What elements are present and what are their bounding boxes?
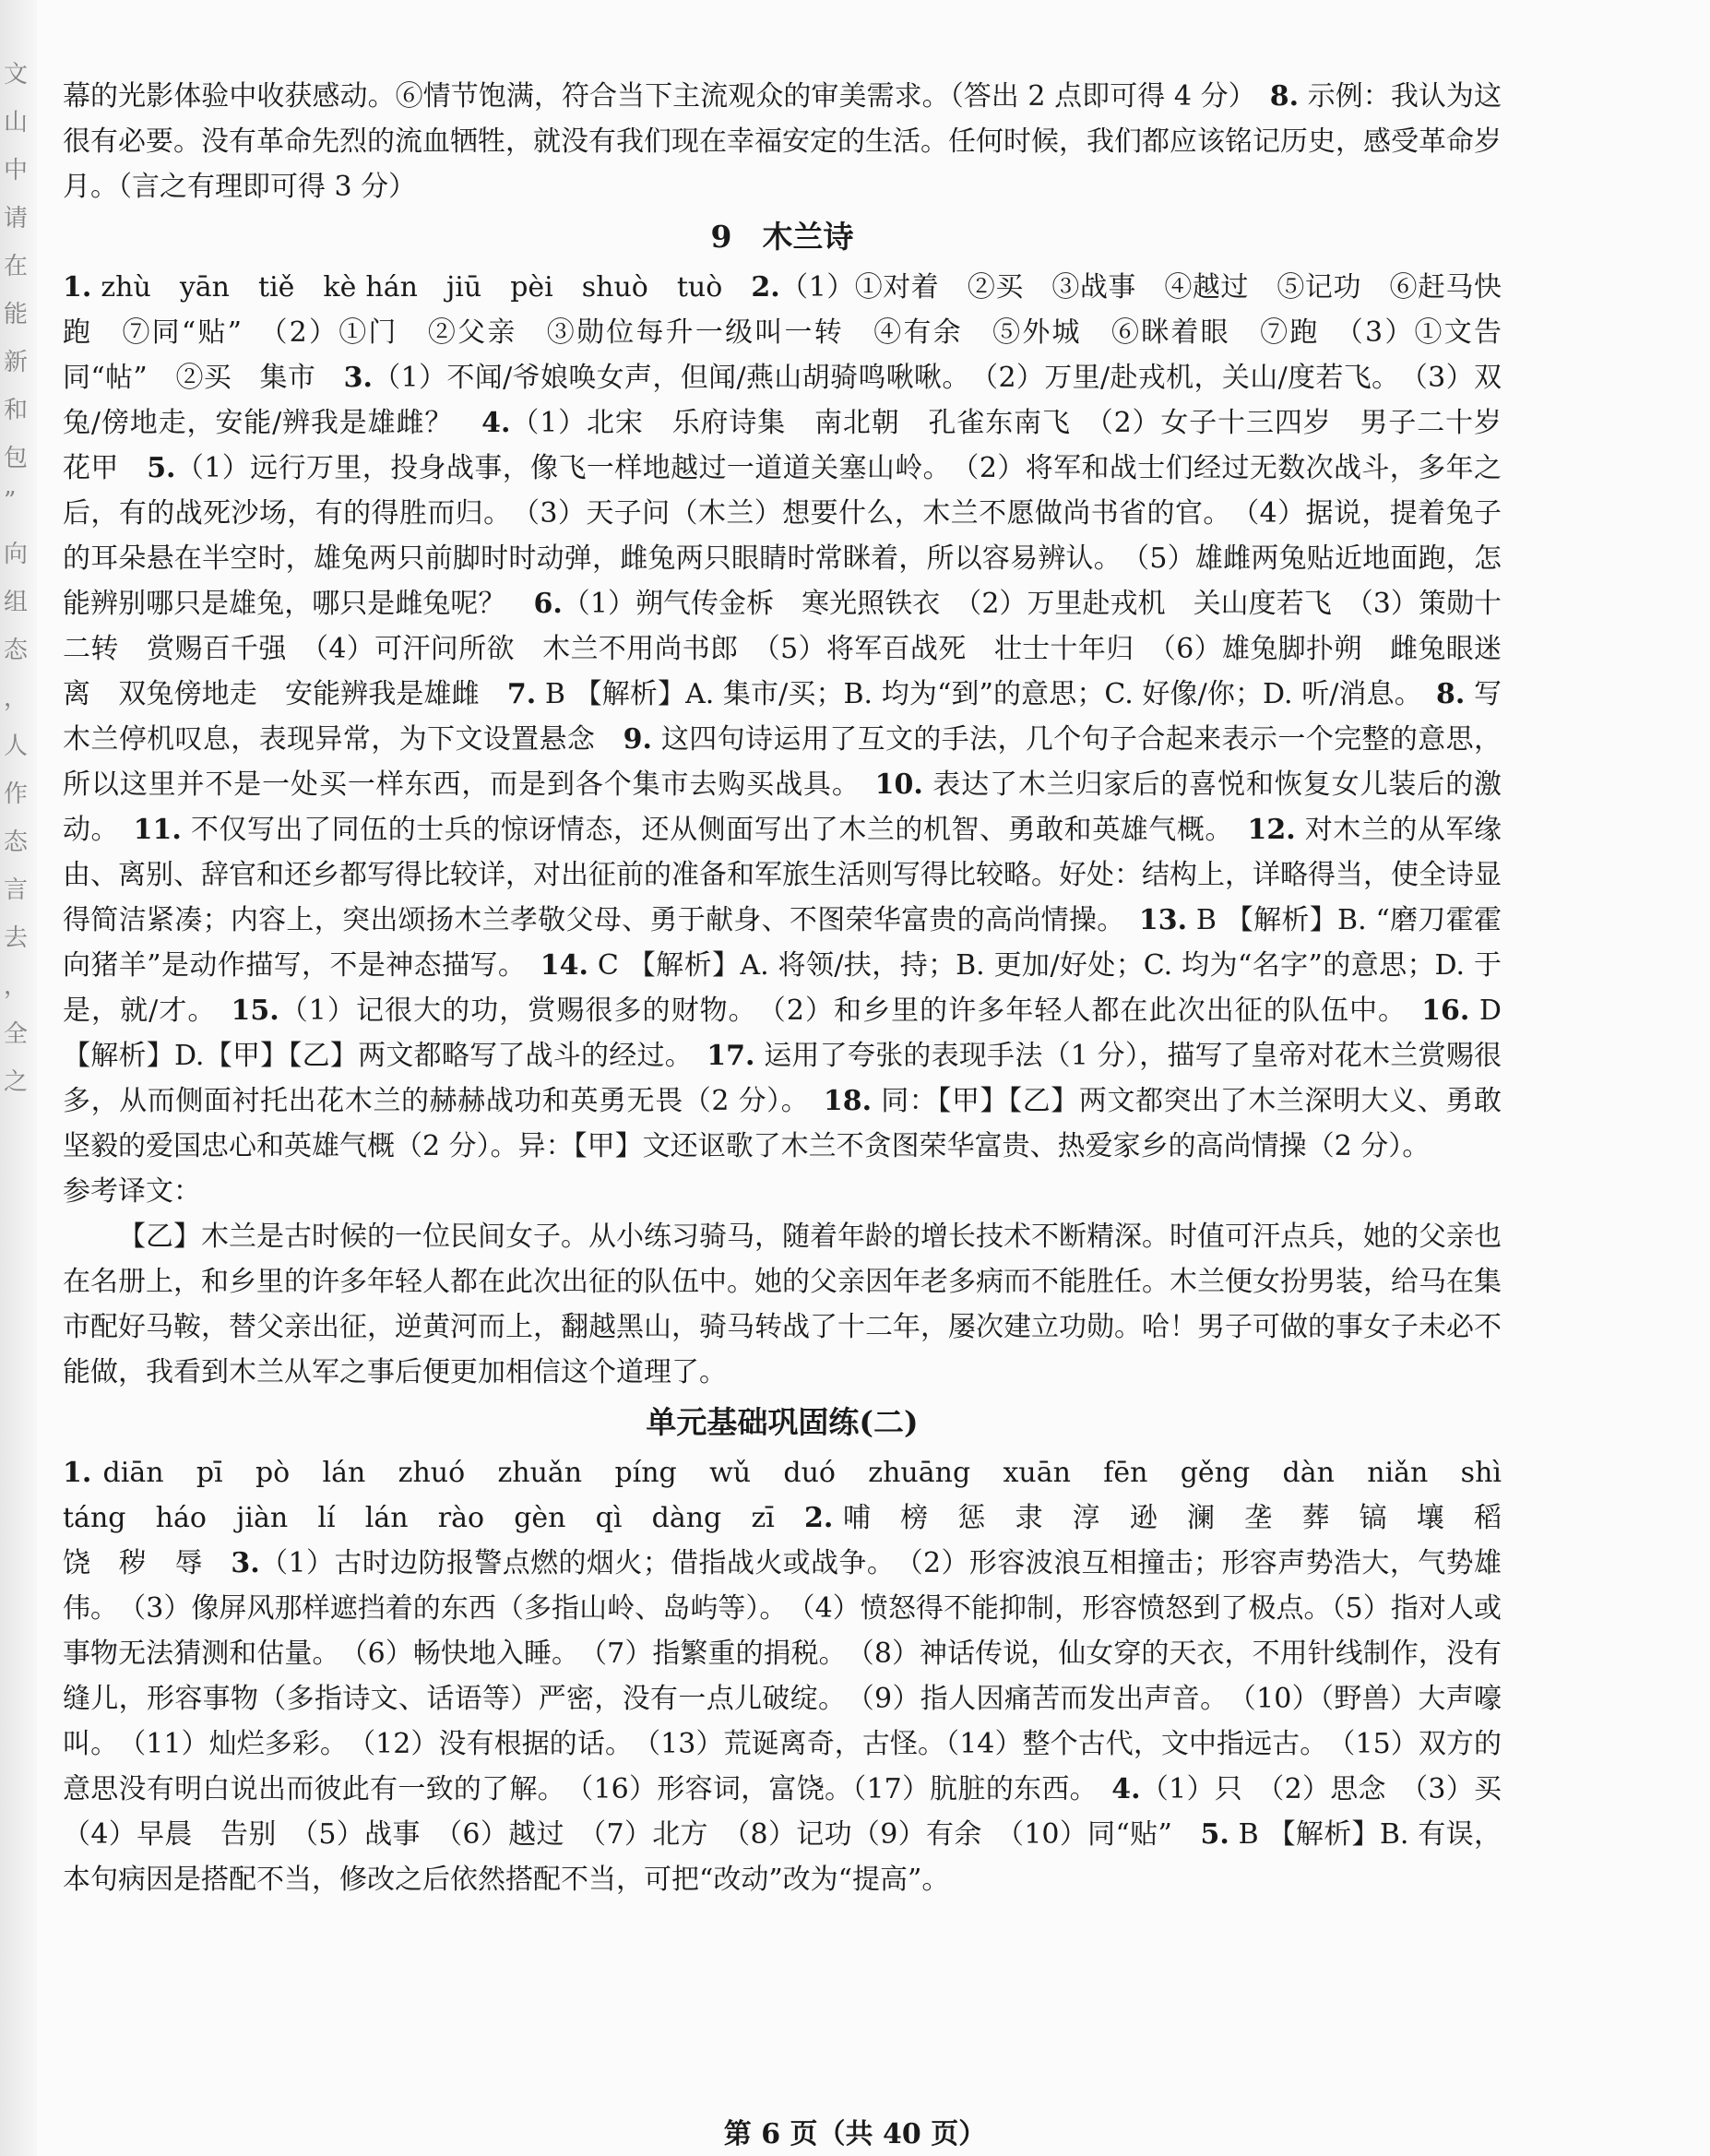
answer-text: （1）朔气传金柝 寒光照铁衣 （2）万里赴戎机 关山度若飞 （3）策勋十二转 赏赐百千强 （4）可汗问所欲 木兰不用尚书郎 （5）将军百战死 壮士十年归 （6）雄兔脚扑朔 雌兔眼迷离 双兔傍地走 安能辨我是雄雌 xyxy=(63,588,1502,710)
question-number: 4. xyxy=(481,407,511,439)
margin-char: 新 xyxy=(4,349,29,376)
review-section-title: 单元基础巩固练(二) xyxy=(646,1404,919,1440)
answer-text: 幕的光影体验中收获感动。⑥情节饱满，符合当下主流观众的审美需求。（答出 2 点即可得 4 分） xyxy=(63,80,1270,113)
answer-text: （1）记很大的功，赏赐很多的财物。 （2）和乡里的许多年轻人都在此次出征的队伍中。 xyxy=(279,995,1422,1027)
question-number: 12. xyxy=(1247,814,1296,846)
review-section-answers xyxy=(63,1450,1529,1902)
section-9-title: 9 木兰诗 xyxy=(710,219,854,255)
margin-char: 向 xyxy=(4,541,29,568)
answer-text: 运用了夸张的表现手法（1 分），描写了皇帝对花木兰赏赐很多，从而侧面衬托出花木兰的赫赫战功和英勇无畏（2 分）。 xyxy=(63,1040,1502,1117)
question-number: 1. xyxy=(63,271,92,304)
answer-text: 对木兰的从军缘由、离别、辞官和还乡都写得比较详，对出征前的准备和军旅生活则写得比较略。好处：结构上，详略得当，使全诗显得简洁紧凑；内容上，突出颂扬木兰孝敬父母、勇于献身、不图荣华富贵的高尚情操。 xyxy=(63,814,1502,936)
question-number: 2. xyxy=(804,1502,834,1534)
margin-char: ， xyxy=(4,972,29,1000)
question-number: 3. xyxy=(343,362,373,394)
margin-char: 请 xyxy=(4,205,29,232)
answer-text: diān pī pò lán zhuó zhuǎn píng wǔ duó zhuāng xuān fēn gěng dàn niǎn shì táng háo jiàn lí lán rào gèn qì dàng zī xyxy=(63,1457,1529,1534)
answer-text: B 【解析】B. “磨刀霍霍向猪羊”是动作描写，不是神态描写。 xyxy=(63,904,1502,982)
translation-label: 参考译文： xyxy=(63,1175,201,1208)
question-number: 1. xyxy=(63,1457,92,1489)
margin-char: 包 xyxy=(4,445,29,472)
answer-content xyxy=(63,74,1529,1902)
margin-char: 去 xyxy=(4,924,29,952)
answer-text: （1）不闻/爷娘唤女声，但闻/燕山胡骑鸣啾啾。 （2）万里/赴戎机，关山/度若飞。 （3）双兔/傍地走，安能/辨我是雄雌？ xyxy=(63,362,1502,439)
answer-text: zhù yān tiě kè hán jiū pèi shuò tuò xyxy=(91,271,752,304)
margin-char: 山 xyxy=(4,109,29,137)
question-number: 7. xyxy=(506,678,537,710)
answer-text: 表达了木兰归家后的喜悦和恢复女儿装后的激动。 xyxy=(63,768,1502,846)
answer-text: （1）北宋 乐府诗集 南北朝 孔雀东南飞 （2）女子十三四岁 男子二十岁 花甲 xyxy=(63,407,1529,484)
question-number: 8. xyxy=(1269,80,1300,113)
question-number: 14. xyxy=(540,949,588,982)
question-number: 16. xyxy=(1421,995,1470,1027)
answer-text: B 【解析】B. 有误，本句病因是搭配不当，修改之后依然搭配不当，可把“改动”改为“提高”。 xyxy=(63,1818,1502,1896)
answer-text: （1）远行万里，投身战事，像飞一样地越过一道道关塞山岭。 （2）将军和战士们经过无数次战斗，多年之后，有的战死沙场，有的得胜而归。 （3）天子问（木兰）想要什么，木兰不愿做尚书省的官。 （4）据说，提着兔子的耳朵悬在半空时，雄兔两只前脚时时动弹，雌兔两只眼睛时常眯着，所以容易辨认。 （5）雄雌两兔贴近地面跑，怎能辨别哪只是雄兔，哪只是雌兔呢？ xyxy=(63,452,1502,620)
question-number: 13. xyxy=(1138,904,1188,936)
answer-text: 示例：我认为这很有必要。没有革命先烈的流血牺牲，就没有我们现在幸福安定的生活。任何时候，我们都应该铭记历史，感受革命岁月。（言之有理即可得 3 分） xyxy=(63,80,1502,203)
answer-text: （1）只 （2）思念 （3）买 （4）早晨 告别 （5）战事 （6）越过 （7）北方 （8）记功（9）有余 （10）同“贴” xyxy=(63,1773,1529,1851)
margin-char: 之 xyxy=(4,1068,29,1096)
answer-text: B 【解析】A. 集市/买；B. 均为“到”的意思；C. 好像/你；D. 听/消息。 xyxy=(536,678,1437,710)
answer-text: C 【解析】A. 将领/扶，持；B. 更加/好处；C. 均为“名字”的意思；D. 于是，就/才。 xyxy=(63,949,1502,1027)
margin-char: 中 xyxy=(4,157,29,185)
margin-char: ” xyxy=(4,487,17,515)
margin-char: 和 xyxy=(4,397,29,424)
margin-char: 全 xyxy=(4,1020,29,1048)
margin-char: 作 xyxy=(4,780,29,808)
question-number: 11. xyxy=(133,814,182,846)
question-number: 15. xyxy=(231,995,279,1027)
margin-char: 人 xyxy=(4,733,29,760)
answer-text: 不仅写出了同伍的士兵的惊讶情态，还从侧面写出了木兰的机智、勇敢和英雄气概。 xyxy=(181,814,1248,846)
margin-char: 组 xyxy=(4,589,29,616)
translation-text: 【乙】木兰是古时候的一位民间女子。从小练习骑马，随着年龄的增长技术不断精深。时值可汗点兵，她的父亲也在名册上，和乡里的许多年轻人都在此次出征的队伍中。她的父亲因年老多病而不能胜任。木兰便女扮男装，给马在集市配好马鞍，替父亲出征，逆黄河而上，翻越黑山，骑马转战了十二年，屡次建立功勋。哈！男子可做的事女子未必不能做，我看到木兰从军之事后便更加相信这个道理了。 xyxy=(63,1221,1502,1388)
margin-char: ， xyxy=(4,685,29,712)
answer-text: D 【解析】D.【甲】【乙】两文都略写了战斗的经过。 xyxy=(63,995,1502,1072)
question-number: 9. xyxy=(623,723,652,756)
margin-char: 文 xyxy=(4,61,29,89)
question-number: 6. xyxy=(533,588,563,620)
question-number: 5. xyxy=(147,452,176,484)
answer-text: 写木兰停机叹息，表现异常，为下文设置悬念 xyxy=(63,678,1502,756)
question-number: 17. xyxy=(707,1040,755,1072)
margin-char: 态 xyxy=(4,637,29,664)
question-number: 4. xyxy=(1111,1773,1141,1805)
page-footer: 第 6 页（共 40 页） xyxy=(723,2118,987,2150)
answer-text: 哺 榜 惩 隶 淳 逊 澜 垄 葬 镐 壤 稻 饶 秽 辱 xyxy=(63,1502,1529,1579)
left-margin-fragments xyxy=(0,0,37,2156)
margin-char: 言 xyxy=(4,876,29,904)
section-9-answers xyxy=(63,265,1529,1169)
answer-text: （1）古时边防报警点燃的烟火；借指战火或战争。 （2）形容波浪互相撞击；形容声势浩大，气势雄伟。 （3）像屏风那样遮挡着的东西（多指山岭、岛屿等）。 （4）愤怒得不能抑制，形容愤怒到了极点。（5）指对人或事物无法猜测和估量。 （6）畅快地入睡。 （7）指繁重的捐税。 （8）神话传说，仙女穿的天衣，不用针线制作，没有缝儿，形容事物（多指诗文、话语等）严密，没有一点儿破绽。 （9）指人因痛苦而发出声音。 （10）（野兽）大声嚎叫。 （11）灿烂多彩。 （12）没有根据的话。 （13）荒诞离奇，古怪。（14）整个古代，文中指远古。 （15）双方的意思没有明白说出而彼此有一致的了解。 （16）形容词，富饶。（17）肮脏的东西。 xyxy=(63,1547,1502,1805)
margin-char: 在 xyxy=(4,253,29,280)
margin-char: 态 xyxy=(4,828,29,856)
question-number: 2. xyxy=(751,271,780,304)
answer-text: 同：【甲】【乙】两文都突出了木兰深明大义、勇敢坚毅的爱国忠心和英雄气概（2 分）。异：【甲】文还讴歌了木兰不贪图荣华富贵、热爱家乡的高尚情操（2 分）。 xyxy=(63,1085,1502,1162)
top-answer-block xyxy=(63,74,1502,209)
question-number: 5. xyxy=(1200,1818,1229,1851)
answer-text: 这四句诗运用了互文的手法，几个句子合起来表示一个完整的意思，所以这里并不是一处买一样东西，而是到各个集市去购买战具。 xyxy=(63,723,1502,801)
answer-text: （1）①对着 ②买 ③战事 ④越过 ⑤记功 ⑥赶马快跑 ⑦同“贴” （2）①门 ②父亲 ③勋位每升一级叫一转 ④有余 ⑤外城 ⑥眯着眼 ⑦跑 （3）①文告 同“帖” ②买 集市 xyxy=(63,271,1529,394)
question-number: 10. xyxy=(874,768,923,801)
margin-char: 能 xyxy=(4,301,29,328)
question-number: 3. xyxy=(231,1547,260,1579)
question-number: 18. xyxy=(823,1085,873,1117)
question-number: 8. xyxy=(1436,678,1466,710)
